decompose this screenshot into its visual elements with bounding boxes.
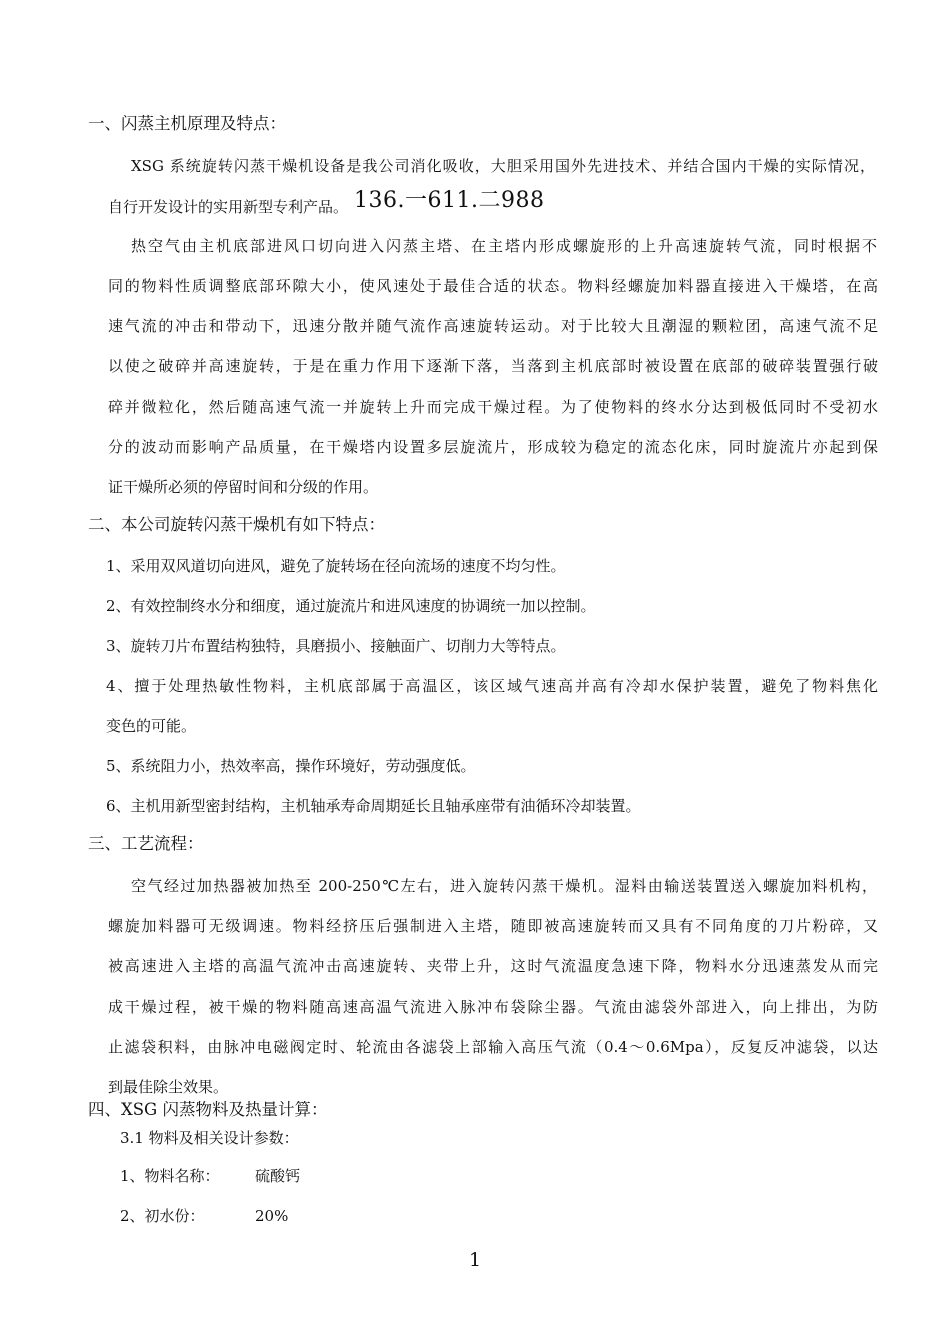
section1-body-line-7: 证干燥所必须的停留时间和分级的作用。 xyxy=(108,478,379,496)
section1-body-line-4: 以使之破碎并高速旋转，于是在重力作用下逐渐下落，当落到主机底部时被设置在底部的破碎装置强行破 xyxy=(108,357,878,375)
section1-body-line-5: 碎并微粒化，然后随高速气流一并旋转上升而完成干燥过程。为了使物料的终水分达到极低同时不受初水 xyxy=(108,398,878,416)
section1-body-line-6: 分的波动而影响产品质量，在干燥塔内设置多层旋流片，形成较为稳定的流态化床，同时旋流片亦起到保 xyxy=(108,438,878,456)
section3-heading: 三、工艺流程： xyxy=(88,834,204,853)
section4-sub-heading: 3.1 物料及相关设计参数： xyxy=(120,1129,299,1147)
process-line-4: 成干燥过程，被干燥的物料随高速高温气流进入脉冲布袋除尘器。气流由滤袋外部进入，向上排出，为防 xyxy=(108,998,878,1016)
section1-body-line-2: 同的物料性质调整底部环隙大小，使风速处于最佳合适的状态。物料经螺旋加料器直接进入干燥塔，在高 xyxy=(108,277,878,295)
section1-body-line-1: 热空气由主机底部进风口切向进入闪蒸主塔、在主塔内形成螺旋形的上升高速旋转气流，同时根据不 xyxy=(131,237,877,255)
param-label: 1、物料名称： xyxy=(120,1167,220,1185)
feature-item-4-cont: 变色的可能。 xyxy=(106,717,197,735)
section1-body-line-3: 速气流的冲击和带动下，迅速分散并随气流作高速旋转运动。对于比较大且潮湿的颗粒团，高速气流不足 xyxy=(108,317,878,335)
section2-heading: 二、本公司旋转闪蒸干燥机有如下特点： xyxy=(88,515,385,534)
param-row-material xyxy=(120,1166,300,1186)
process-line-6: 到最佳除尘效果。 xyxy=(108,1078,229,1096)
feature-item-3: 3、旋转刀片布置结构独特，具磨损小、接触面广、切削力大等特点。 xyxy=(106,637,566,655)
feature-item-2: 2、有效控制终水分和细度，通过旋流片和进风速度的协调统一加以控制。 xyxy=(106,597,596,615)
section1-intro-line-1: XSG 系统旋转闪蒸干燥机设备是我公司消化吸收，大胆采用国外先进技术、并结合国内干燥的实际情况， xyxy=(131,157,875,175)
param-value: 硫酸钙 xyxy=(255,1167,301,1185)
process-line-1: 空气经过加热器被加热至 200-250℃左右，进入旋转闪蒸干燥机。湿料由输送装置送入螺旋加料机构， xyxy=(131,877,877,895)
section1-intro-text: 自行开发设计的实用新型专利产品。 xyxy=(108,198,349,216)
feature-item-4: 4、擅于处理热敏性物料，主机底部属于高温区，该区域气速高并高有冷却水保护装置，避免了物料焦化 xyxy=(106,677,878,695)
param-row-moisture xyxy=(120,1206,288,1226)
phone-number: 136.一611.二988 xyxy=(354,188,545,213)
param-label: 2、初水份： xyxy=(120,1207,205,1225)
section1-heading: 一、闪蒸主机原理及特点： xyxy=(88,114,286,133)
process-line-5: 止滤袋积料，由脉冲电磁阀定时、轮流由各滤袋上部输入高压气流（0.4～0.6Mpa），反复反冲滤袋，以达 xyxy=(108,1038,878,1056)
feature-item-6: 6、主机用新型密封结构，主机轴承寿命周期延长且轴承座带有油循环冷却装置。 xyxy=(106,797,641,815)
param-value: 20% xyxy=(255,1207,289,1225)
process-line-3: 被高速进入主塔的高温气流冲击高速旋转、夹带上升，这时气流温度急速下降，物料水分迅速蒸发从而完 xyxy=(108,957,878,975)
process-line-2: 螺旋加料器可无级调速。物料经挤压后强制进入主塔，随即被高速旋转而又具有不同角度的刀片粉碎，又 xyxy=(108,917,878,935)
feature-item-5: 5、系统阻力小，热效率高，操作环境好，劳动强度低。 xyxy=(106,757,476,775)
page-number: 1 xyxy=(468,1249,482,1271)
section4-heading: 四、XSG 闪蒸物料及热量计算： xyxy=(88,1100,328,1119)
section1-intro-line-2 xyxy=(108,188,545,217)
feature-item-1: 1、采用双风道切向进风，避免了旋转场在径向流场的速度不均匀性。 xyxy=(106,557,566,575)
